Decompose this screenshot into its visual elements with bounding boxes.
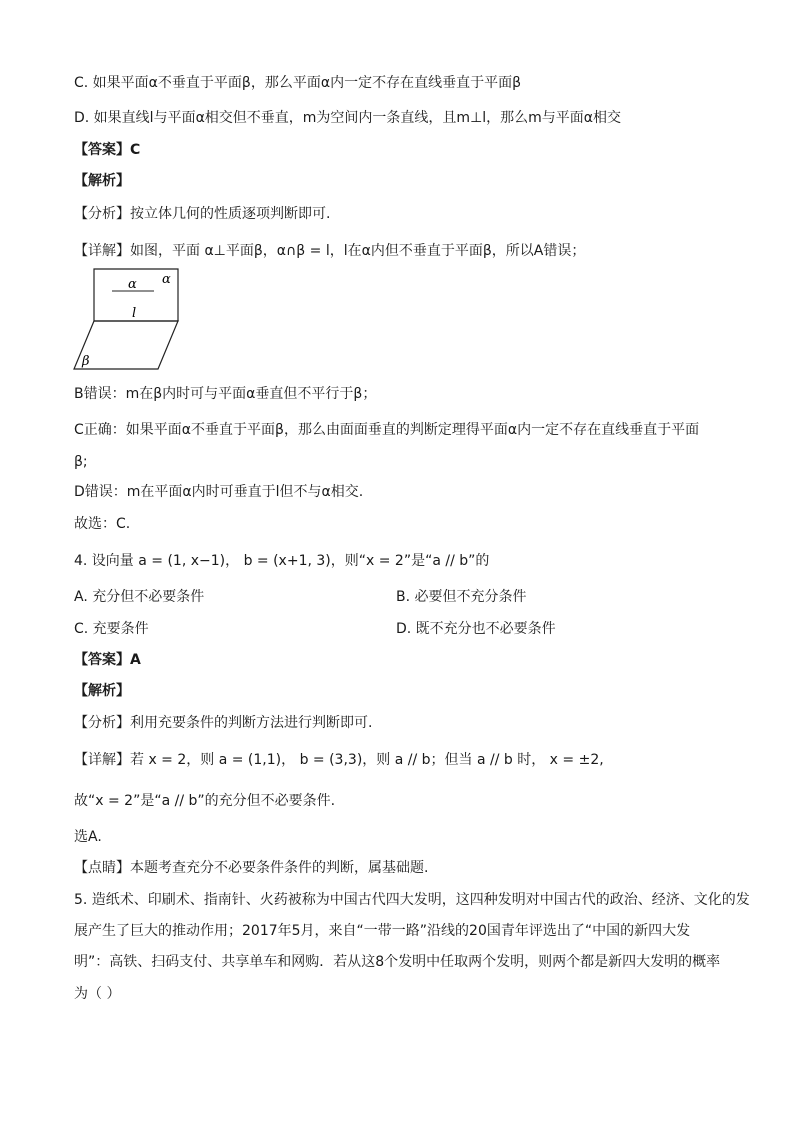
- q4-fenxi: 【分析】利用充要条件的判断方法进行判断即可.: [74, 715, 373, 731]
- figure-label-beta: β: [82, 354, 90, 369]
- q3-option-c: C. 如果平面α不垂直于平面β，那么平面α内一定不存在直线垂直于平面β: [74, 75, 522, 91]
- q3-b-wrong: B错误：m在β内时可与平面α垂直但不平行于β；: [74, 386, 377, 402]
- figure-label-l: l: [132, 306, 137, 321]
- q3-option-d: D. 如果直线l与平面α相交但不垂直，m为空间内一条直线，且m⊥l，那么m与平面α相交: [74, 110, 622, 126]
- figure-label-alpha-mid: α: [128, 277, 137, 292]
- q3-answer: 【答案】C: [74, 142, 141, 158]
- q4-dianjing: 【点睛】本题考查充分不必要条件条件的判断，属基础题.: [74, 860, 429, 876]
- q5-line-3: 明”：高铁、扫码支付、共享单车和网购．若从这8个发明中任取两个发明，则两个都是新四大发明的概率: [74, 954, 721, 970]
- figure-label-alpha-top: α: [162, 272, 171, 287]
- q5-line-4: 为（ ）: [74, 986, 121, 1002]
- q4-option-b: B. 必要但不充分条件: [396, 589, 527, 605]
- q3-xiangjie: 【详解】如图，平面 α⊥平面β，α∩β = l，l在α内但不垂直于平面β，所以A错误；: [74, 243, 586, 259]
- q4-option-a: A. 充分但不必要条件: [74, 589, 205, 605]
- q3-c-correct-cont: β;: [74, 454, 88, 470]
- q3-fenxi: 【分析】按立体几何的性质逐项判断即可.: [74, 206, 331, 222]
- planes-figure: [70, 265, 190, 375]
- q5-line-2: 展产生了巨大的推动作用；2017年5月，来自“一带一路”沿线的20国青年评选出了“中国的新四大发: [74, 923, 691, 939]
- q4-answer: 【答案】A: [74, 652, 141, 668]
- q3-choose: 故选：C.: [74, 516, 131, 532]
- q4-analysis-tag: 【解析】: [74, 683, 130, 699]
- q3-analysis-tag: 【解析】: [74, 173, 130, 189]
- q4-stem: 4. 设向量 a = (1, x−1)， b = (x+1, 3)，则“x = 2”是“a // b”的: [74, 553, 490, 569]
- q4-conclusion: 故“x = 2”是“a // b”的充分但不必要条件.: [74, 793, 336, 809]
- q4-choose: 选A.: [74, 829, 102, 845]
- q3-c-correct: C正确：如果平面α不垂直于平面β，那么由面面垂直的判断定理得平面α内一定不存在直线垂直于平面: [74, 422, 700, 438]
- q4-option-d: D. 既不充分也不必要条件: [396, 621, 556, 637]
- q4-xiangjie: 【详解】若 x = 2，则 a = (1,1)， b = (3,3)，则 a // b；但当 a // b 时， x = ±2,: [74, 752, 604, 768]
- q4-option-c: C. 充要条件: [74, 621, 149, 637]
- q3-d-wrong: D错误：m在平面α内时可垂直于l但不与α相交.: [74, 484, 364, 500]
- q5-line-1: 5. 造纸术、印刷术、指南针、火药被称为中国古代四大发明，这四种发明对中国古代的政治、经济、文化的发: [74, 892, 750, 908]
